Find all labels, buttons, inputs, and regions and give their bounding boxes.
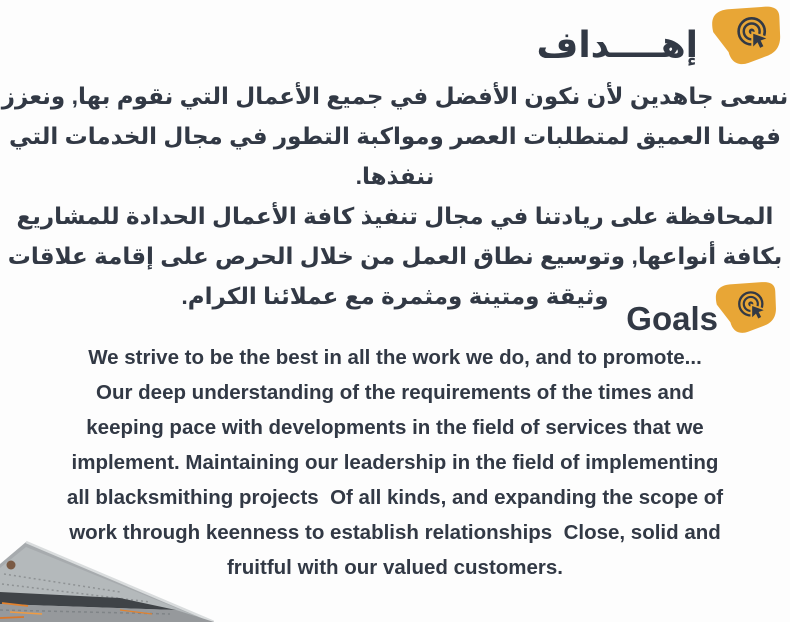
paragraph-line: implement. Maintaining our leadership in the field of implementing: [71, 451, 719, 474]
paragraph-line: work through keenness to establish relationships Close, solid and: [69, 521, 721, 544]
paragraph-line: Our deep understanding of the requirements of the times and: [96, 381, 694, 404]
paragraph-line: keeping pace with developments in the field of services that we: [86, 416, 704, 439]
target-click-icon: [701, 6, 787, 66]
paragraph-line: بكافة أنواعها, وتوسيع نطاق العمل من خلال الحرص على إقامة علاقات: [7, 243, 783, 269]
arabic-goals-heading: إهــــداف: [536, 24, 698, 65]
english-goals-heading: Goals: [626, 300, 718, 337]
paragraph-line: المحافظة على ريادتنا في مجال تنفيذ كافة الأعمال الحدادة للمشاريع: [16, 203, 774, 229]
arabic-goals-paragraph: [0, 76, 790, 316]
target-click-icon: [710, 281, 778, 335]
metalwork-sparks-photo: [0, 540, 214, 622]
paragraph-line: We strive to be the best in all the work we do, and to promote...: [88, 346, 702, 369]
paragraph-line: فهمنا العميق لمتطلبات العصر ومواكبة التطور في مجال الخدمات التي ننفذها.: [2, 123, 781, 189]
paragraph-line: fruitful with our valued customers.: [226, 556, 563, 579]
paragraph-line: نسعى جاهدين لأن نكون الأفضل في جميع الأعمال التي نقوم بها, ونعزز: [1, 83, 789, 109]
paragraph-line: all blacksmithing projects Of all kinds, and expanding the scope of: [66, 486, 724, 509]
paragraph-line: وثيقة ومتينة ومثمرة مع عملائنا الكرام.: [181, 283, 609, 309]
